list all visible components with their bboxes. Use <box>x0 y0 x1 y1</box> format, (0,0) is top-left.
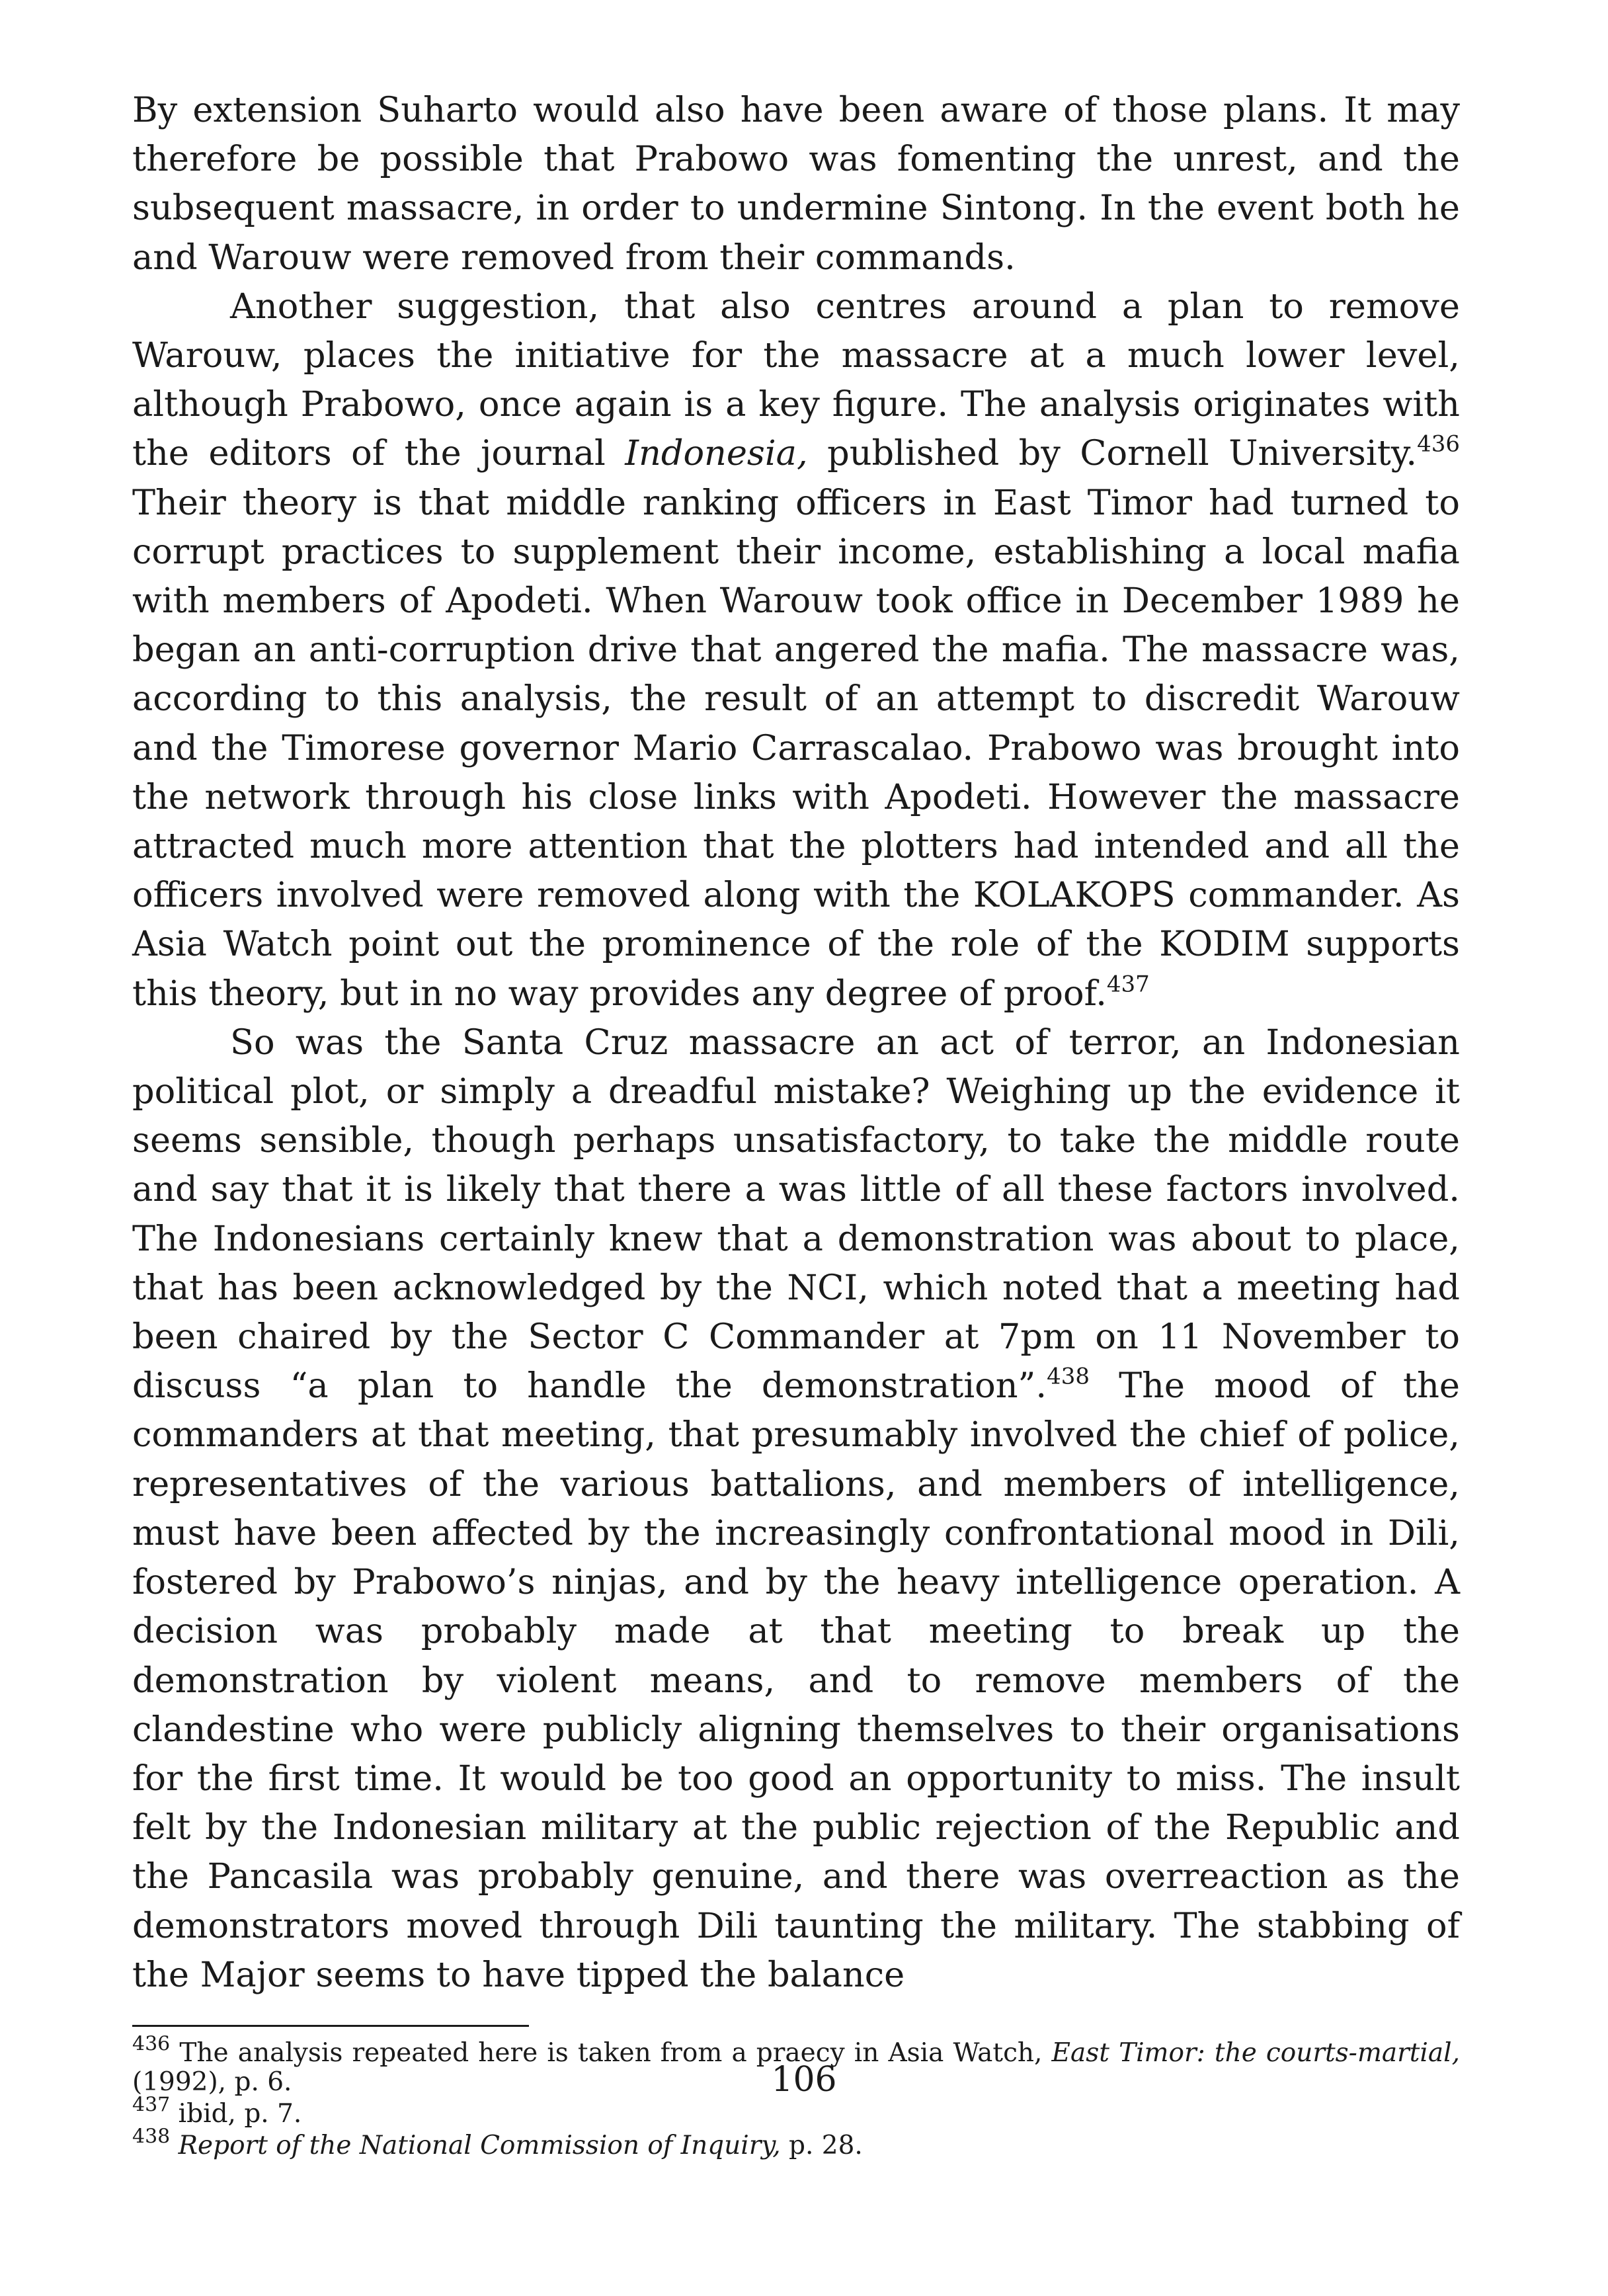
paragraph-3 <box>132 1018 1460 2000</box>
paragraph-1 <box>132 86 1460 282</box>
footnote-text-end: p. 28. <box>780 2130 863 2160</box>
footnote-text: ibid, p. 7. <box>170 2098 302 2129</box>
footnote-ref-438: 438 <box>1047 1363 1090 1390</box>
page-number: 106 <box>771 2060 837 2100</box>
footnote-source-title: East Timor: the courts-martial, <box>1051 2037 1460 2068</box>
footnote-number: 437 <box>132 2093 171 2117</box>
journal-title: Indonesia, <box>625 433 808 474</box>
paragraph-2-text-c: Their theory is that middle ranking officers in East Timor had turned to corrupt practices to supplement their income, establishing a local mafia with members of Apodeti. When Warouw took office in December 1989 he began an anti-corruption drive that angered the mafia. The massacre was, according to this analysis, the result of an attempt to discredit Warouw and the Timorese governor Mario Carrascalao. Prabowo was brought into the network through his close links with Apodeti. However the massacre attracted much more attention that the plotters had intended and all the officers involved were removed along with the KOLAKOPS commander. As Asia Watch point out the prominence of the role of the KODIM supports this theory, but in no way provides any degree of proof. <box>132 482 1460 1014</box>
paragraph-2 <box>132 282 1460 1018</box>
paragraph-1-text: By extension Suharto would also have been aware of those plans. It may therefore be possible that Prabowo was fomenting the unrest, and the subsequent massacre, in order to undermine Sintong. In the event both he and Warouw were removed from their commands. <box>132 90 1460 278</box>
footnote-437 <box>132 2093 1460 2129</box>
footnote-source-title: Report of the National Commission of Inquiry, <box>178 2130 781 2160</box>
paragraph-3-text-b: The mood of the commanders at that meeting, that presumably involved the chief of police, representatives of the various battalions, and members of intelligence, must have been affected by the increasingly confrontational mood in Dili, fostered by Prabowo’s ninjas, and by the heavy intelligence operation. A decision was probably made at that meeting to break up the demonstration by violent means, and to remove members of the clandestine who were publicly aligning themselves to their organisations for the first time. It would be too good an opportunity to miss. The insult felt by the Indonesian military at the public rejection of the Republic and the Pancasila was probably genuine, and there was overreaction as the demonstrators moved through Dili taunting the military. The stabbing of the Major seems to have tipped the balance <box>132 1366 1460 1995</box>
footnote-ref-437: 437 <box>1106 971 1150 998</box>
footnote-number: 436 <box>132 2032 171 2056</box>
paragraph-3-text-a: So was the Santa Cruz massacre an act of terror, an Indonesian political plot, or simply a dreadful mistake? Weighing up the evidence it seems sensible, though perhaps unsatisfactory, to take the middle route and say that it is likely that there a was little of all these factors involved. The Indonesians certainly knew that a demonstration was about to place, that has been acknowledged by the NCI, which noted that a meeting had been chaired by the Sector C Commander at 7pm on 11 November to discuss “a plan to handle the demonstration”. <box>132 1022 1460 1407</box>
footnote-text: The analysis repeated here is taken from a praecy in Asia Watch, <box>170 2037 1052 2068</box>
paragraph-2-text-b: published by Cornell University. <box>807 433 1418 474</box>
document-page <box>132 86 1460 2160</box>
footnote-text-end: (1992), p. 6. <box>132 2067 292 2097</box>
body-text <box>132 86 1460 2000</box>
footnote-text <box>170 2131 178 2160</box>
footnote-divider <box>132 2025 529 2027</box>
footnote-438 <box>132 2125 1460 2160</box>
paragraph-2-text-a: Another suggestion, that also centres around a plan to remove Warouw, places the initiative for the massacre at a much lower level, although Prabowo, once again is a key figure. The analysis originates with the editors of the journal <box>132 286 1460 474</box>
footnote-number: 438 <box>132 2125 171 2149</box>
footnote-ref-436: 436 <box>1417 431 1460 458</box>
